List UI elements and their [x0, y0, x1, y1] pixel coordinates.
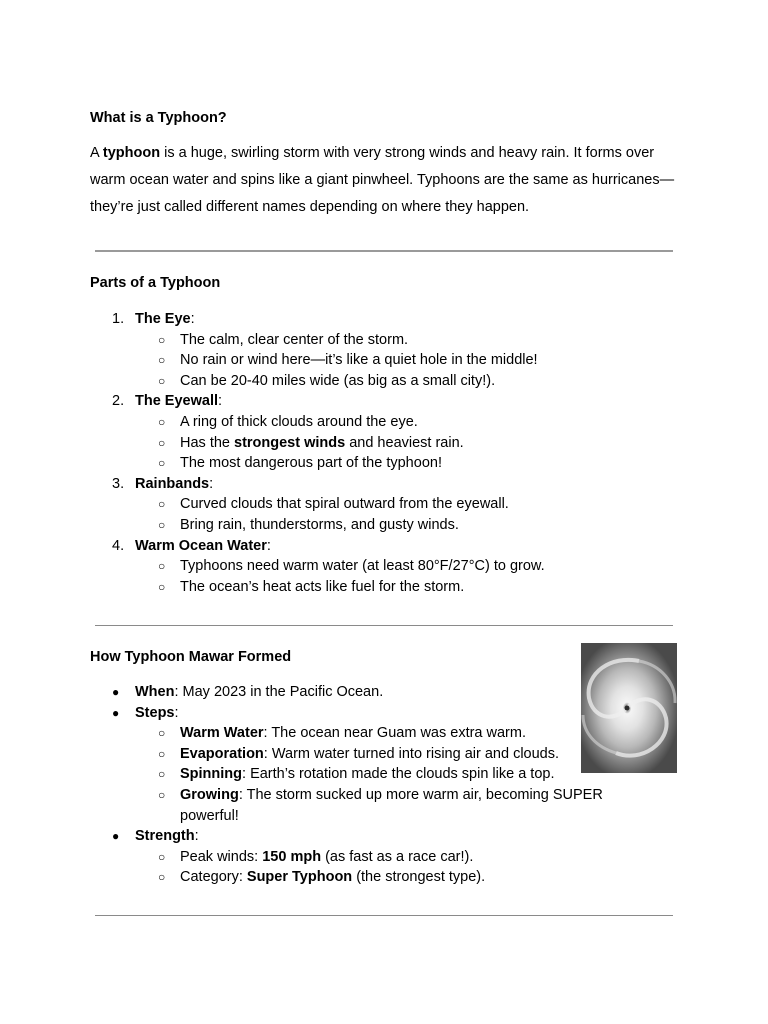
list-number: 3. [112, 475, 125, 492]
sub-item-text: Peak winds: [180, 848, 263, 865]
circle-bullet-icon: ○ [158, 726, 166, 741]
sub-list-item-continued [90, 806, 603, 827]
sub-item-text: and heaviest rain. [345, 434, 464, 451]
sub-item-bold: Super Typhoon [246, 869, 353, 886]
list-item-text: : May 2023 in the Pacific Ocean. [174, 684, 384, 700]
sub-list-item [90, 330, 545, 351]
sub-item-text: Curved clouds that spiral outward from the eyewall. [180, 496, 509, 513]
list-item-label: Steps [135, 704, 175, 721]
sub-list-item [90, 723, 603, 744]
circle-bullet-icon: ○ [158, 497, 166, 512]
sub-item-text: The calm, clear center of the storm. [180, 331, 409, 348]
mawar-list [90, 682, 603, 888]
colon: : [190, 311, 195, 327]
sub-item-text: (as fast as a race car!). [321, 848, 474, 865]
colon: : [174, 704, 179, 721]
sub-list-item [90, 577, 545, 598]
circle-bullet-icon: ○ [158, 767, 166, 782]
sub-item-text: Category: [180, 869, 247, 886]
sub-item-text: Typhoons need warm water (at least 80°F/27°C) to grow. [180, 558, 545, 575]
sub-item-label: Spinning [180, 766, 243, 783]
intro-paragraph [90, 140, 690, 221]
list-item [90, 682, 603, 703]
circle-bullet-icon: ○ [158, 456, 166, 471]
circle-bullet-icon: ○ [158, 353, 166, 368]
sub-item-text: Has the [180, 434, 234, 451]
list-number: 1. [112, 311, 125, 327]
sub-list-item [90, 556, 545, 577]
divider [95, 915, 673, 916]
bullet-icon: ● [112, 829, 120, 844]
list-item-label: Rainbands [135, 475, 210, 492]
section-heading-mawar: How Typhoon Mawar Formed [90, 649, 292, 665]
circle-bullet-icon: ○ [158, 373, 166, 388]
list-item [90, 474, 545, 495]
sub-list-item [90, 744, 603, 765]
sub-item-label: Evaporation [180, 745, 264, 762]
section-heading-what-is: What is a Typhoon? [90, 110, 227, 126]
sub-list-item [90, 371, 545, 392]
circle-bullet-icon: ○ [158, 849, 166, 864]
sub-list-item [90, 433, 545, 454]
sub-item-text: : The storm sucked up more warm air, becoming SUPER [238, 786, 603, 803]
sub-item-text: Can be 20-40 miles wide (as big as a small city!). [180, 372, 496, 389]
sub-item-text: (the strongest type). [352, 869, 486, 886]
sub-item-bold: 150 mph [262, 848, 322, 865]
circle-bullet-icon: ○ [158, 579, 166, 594]
list-item [90, 703, 603, 724]
list-item [90, 391, 545, 412]
circle-bullet-icon: ○ [158, 332, 166, 347]
sub-item-text: A ring of thick clouds around the eye. [180, 413, 418, 430]
circle-bullet-icon: ○ [158, 517, 166, 532]
circle-bullet-icon: ○ [158, 787, 166, 802]
sub-item-text: Bring rain, thunderstorms, and gusty winds. [180, 516, 459, 533]
list-item [90, 826, 603, 847]
colon: : [218, 393, 223, 410]
list-number: 4. [112, 537, 125, 554]
divider [95, 250, 673, 252]
sub-item-text: powerful! [180, 807, 239, 824]
bullet-icon: ● [112, 705, 120, 720]
sub-item-bold: strongest winds [234, 434, 346, 451]
intro-text-rest: is a huge, swirling storm with very strong winds and heavy rain. It forms over warm ocean water and spins like a giant pinwheel. Typhoons are the same as hurricanes—they’re just called different names depending on where they happen. [90, 145, 675, 215]
sub-item-text: No rain or wind here—it’s like a quiet hole in the middle! [180, 352, 538, 369]
list-item-label: When [135, 684, 175, 700]
list-item-label: Warm Ocean Water [135, 537, 267, 554]
sub-item-text: : Earth’s rotation made the clouds spin like a top. [242, 766, 555, 783]
sub-list-item [90, 847, 603, 868]
colon: : [209, 475, 214, 492]
sub-item-label: Warm Water [180, 725, 264, 742]
sub-item-text: : The ocean near Guam was extra warm. [263, 725, 526, 742]
sub-item-text: The most dangerous part of the typhoon! [180, 455, 442, 472]
sub-list-item [90, 785, 603, 806]
sub-list-item [90, 453, 545, 474]
sub-list-item [90, 494, 545, 515]
colon: : [194, 828, 199, 845]
sub-item-text: The ocean’s heat acts like fuel for the storm. [180, 578, 465, 595]
sub-item-text: : Warm water turned into rising air and clouds. [263, 745, 560, 762]
circle-bullet-icon: ○ [158, 559, 166, 574]
sub-list-item [90, 350, 545, 371]
circle-bullet-icon: ○ [158, 435, 166, 450]
circle-bullet-icon: ○ [158, 414, 166, 429]
list-item [90, 309, 545, 330]
intro-bold-term: typhoon [102, 145, 161, 161]
list-item-label: The Eye [135, 311, 191, 327]
sub-item-label: Growing [180, 786, 239, 803]
list-item-label: Strength [135, 828, 195, 845]
sub-list-item [90, 412, 545, 433]
sub-list-item [90, 515, 545, 536]
circle-bullet-icon: ○ [158, 870, 166, 885]
sub-list-item [90, 867, 603, 888]
sub-list-item [90, 764, 603, 785]
list-item-label: The Eyewall [135, 393, 219, 410]
circle-bullet-icon: ○ [158, 746, 166, 761]
divider [95, 625, 673, 626]
parts-list [90, 309, 545, 597]
bullet-icon: ● [112, 685, 120, 699]
list-number: 2. [112, 393, 125, 410]
list-item [90, 536, 545, 557]
colon: : [266, 537, 271, 554]
section-heading-parts: Parts of a Typhoon [90, 275, 221, 291]
intro-text-start: A [90, 145, 103, 161]
